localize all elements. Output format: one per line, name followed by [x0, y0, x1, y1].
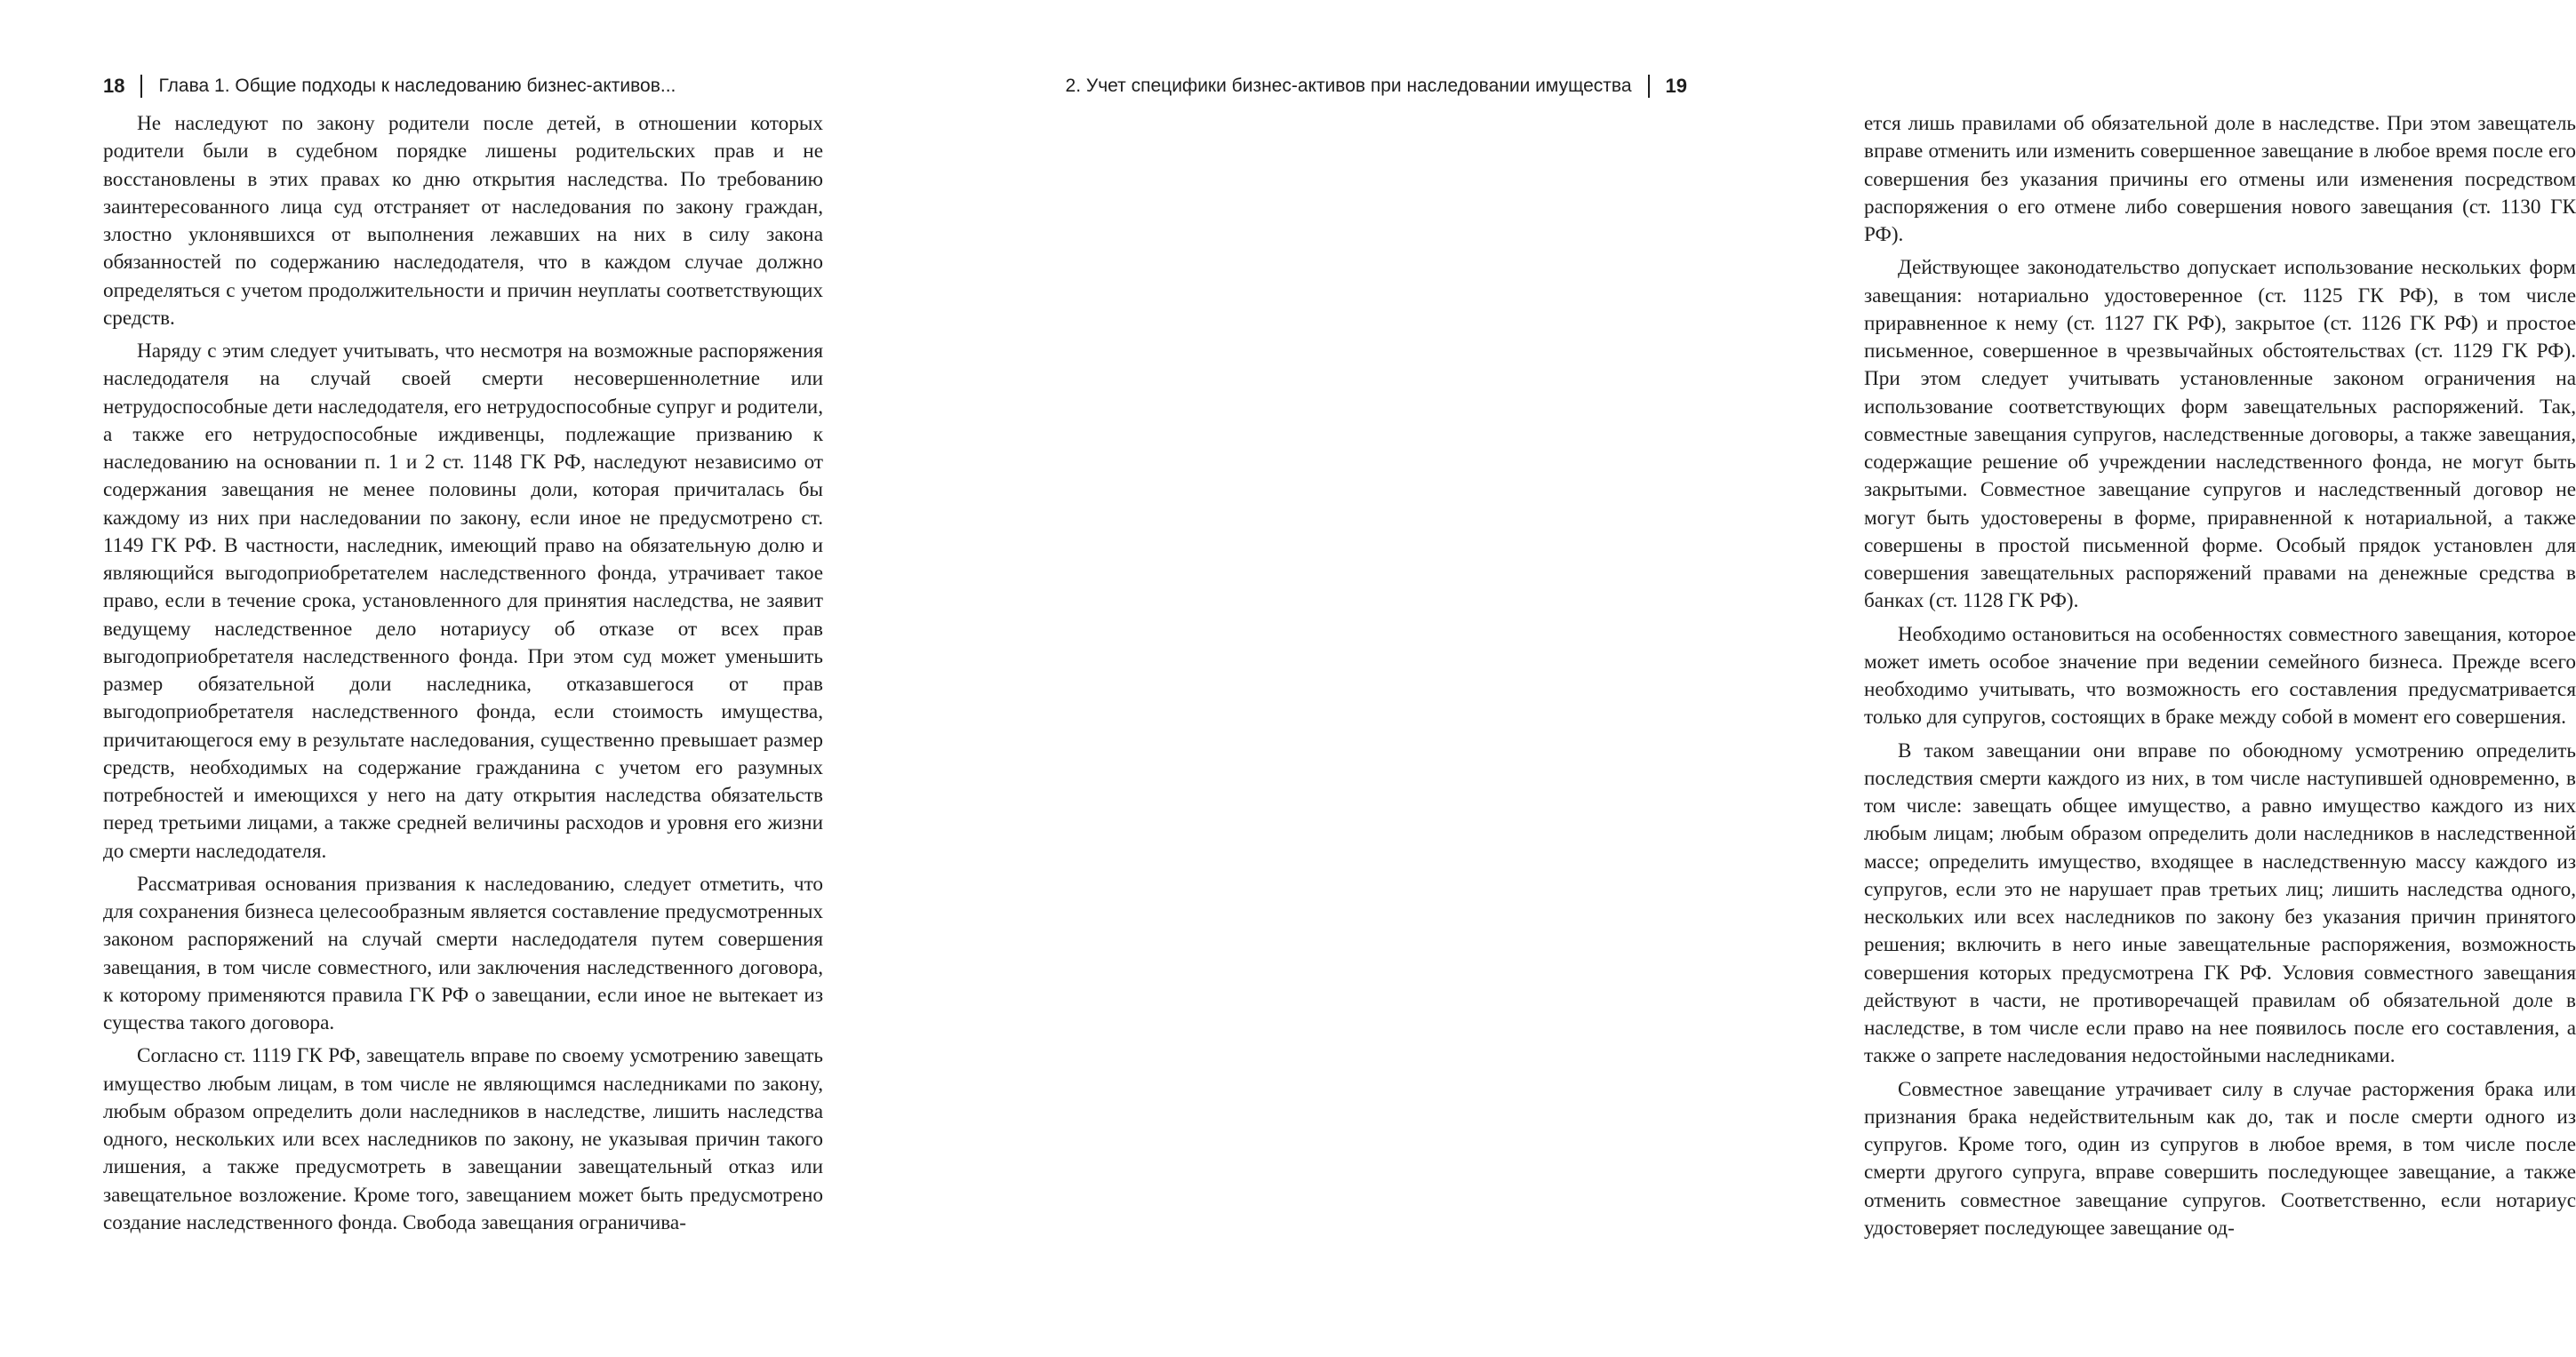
- right-paragraph-3: Необходимо остановиться на особенностях совместного завещания, которое может иметь особое значение при ведении семейного бизнеса. Прежде всего необходимо учитывать, что возможность его составления предусматривается только для супругов, состоящих в браке между собой в момент его совершения.: [1864, 622, 2576, 730]
- left-paragraph-1: Не наследуют по закону родители после детей, в отношении которых родители были в судебном порядке лишены родительских прав и не восстановлены в этих правах ко дню открытия наследства. По требованию заинтересованного лица суд отстраняет от наследования по закону граждан, злостно уклонявшихся от выполнения лежавших на них в силу закона обязанностей по содержанию наследодателя, что в каждом случае должно определяться с учетом продолжительности и причин неуплаты соответствующих средств.: [103, 112, 823, 330]
- right-paragraph-5: Совместное завещание утрачивает силу в случае расторжения брака или признания брака недействительным как до, так и после смерти одного из супругов. Кроме того, один из супругов в любое время, в том числе после смерти другого супруга, вправе совершить последующее завещание, а также отменить совместное завещание супругов. Соответственно, если нотариус удостоверяет последующее завещание од-: [1864, 1077, 2576, 1240]
- left-paragraph-3: Рассматривая основания призвания к наследованию, следует отметить, что для сохранения бизнеса целесообразным является составление предусмотренных законом распоряжений на случай смерти наследодателя путем совершения завещания, в том числе совместного, или заключения наследственного договора, к которому применяются правила ГК РФ о завещании, если иное не вытекает из существа такого договора.: [103, 872, 823, 1034]
- right-paragraph-1: ется лишь правилами об обязательной доле в наследстве. При этом завещатель вправе отменить или изменить совершенное завещание в любое время после его совершения без указания причины его отмены или изменения посредством распоряжения о его отмене либо совершения нового завещания (ст. 1130 ГК РФ).: [1864, 112, 2576, 246]
- left-head-divider: [140, 75, 142, 98]
- right-body-text: [1864, 110, 2576, 1248]
- right-page-number: 19: [1665, 75, 1687, 97]
- left-paragraph-4: Согласно ст. 1119 ГК РФ, завещатель вправе по своему усмотрению завещать имущество любым лицам, в том числе не являющимся наследниками по закону, любым образом определить доли наследников в наследстве, лишить наследства одного, нескольких или всех наследников по закону, не указывая причин такого лишения, а также предусмотреть в завещании завещательный отказ или завещательное возложение. Кроме того, завещанием может быть предусмотрено создание наследственного фонда. Свобода завещания ограничива-: [103, 1044, 823, 1234]
- right-paragraph-4: В таком завещании они вправе по обоюдному усмотрению определить последствия смерти каждого из них, в том числе наступившей одновременно, в том числе: завещать общее имущество, а равно имущество каждого из них любым лицам; любым образом определить доли наследников в наследственной массе; определить имущество, входящее в наследственную массу каждого из супругов, если это не нарушает прав третьих лиц; лишить наследства одного, нескольких или всех наследников по закону без указания причин принятого решения; включить в него иные завещательные распоряжения, возможность совершения которых предусмотрена ГК РФ. Условия совместного завещания действуют в части, не противоречащей правилам об обязательной доле в наследстве, в том числе если право на нее появилось после его составления, а также о запрете наследования недостойными наследниками.: [1864, 738, 2576, 1068]
- left-page: [0, 0, 889, 1357]
- right-section-title: 2. Учет специфики бизнес-активов при наследовании имущества: [1065, 76, 1632, 96]
- left-paragraph-2: Наряду с этим следует учитывать, что несмотря на возможные распоряжения наследодателя на случай своей смерти несовершеннолетние или нетрудоспособные дети наследодателя, его нетрудоспособные супруг и родители, а также его нетрудоспособные иждивенцы, подлежащие призванию к наследованию на основании п. 1 и 2 ст. 1148 ГК РФ, наследуют независимо от содержания завещания не менее половины доли, которая причиталась бы каждому из них при наследовании по закону, если иное не предусмотрено ст. 1149 ГК РФ. В частности, наследник, имеющий право на обязательную долю и являющийся выгодоприобретателем наследственного фонда, утрачивает такое право, если в течение срока, установленного для принятия наследства, не заявит ведущему наследственное дело нотариусу об отказе от всех прав выгодоприобретателя наследственного фонда. При этом суд может уменьшить размер обязательной доли наследника, отказавшегося от прав выгодоприобретателя наследственного фонда, если стоимость имущества, причитающегося ему в результате наследования, существенно превышает размер средств, необходимых на содержание гражданина с учетом его разумных потребностей и имеющихся у него на дату открытия наследства обязательств перед третьими лицами, а также средней величины расходов и уровня его жизни до смерти наследодателя.: [103, 339, 823, 863]
- left-running-head: [103, 71, 823, 101]
- left-page-number: 18: [103, 75, 125, 97]
- right-running-head: [958, 71, 1687, 101]
- left-chapter-title: Глава 1. Общие подходы к наследованию бизнес-активов...: [158, 76, 676, 96]
- right-page: [889, 0, 2576, 1357]
- left-body-text: [103, 110, 823, 1242]
- right-head-divider: [1648, 75, 1650, 98]
- right-paragraph-2: Действующее законодательство допускает использование нескольких форм завещания: нотариально удостоверенное (ст. 1125 ГК РФ), в том числе приравненное к нему (ст. 1127 ГК РФ), закрытое (ст. 1126 ГК РФ) и простое письменное, совершенное в чрезвычайных обстоятельствах (ст. 1129 ГК РФ). При этом следует учитывать установленные законом ограничения на использование соответствующих форм завещательных распоряжений. Так, совместные завещания супругов, наследственные договоры, а также завещания, содержащие решение об учреждении наследственного фонда, не могут быть закрытыми. Совместное завещание супругов и наследственный договор не могут быть удостоверены в форме, приравненной к нотариальной, а также совершены в простой письменной форме. Особый прядок установлен для совершения завещательных распоряжений правами на денежные средства в банках (ст. 1128 ГК РФ).: [1864, 256, 2576, 613]
